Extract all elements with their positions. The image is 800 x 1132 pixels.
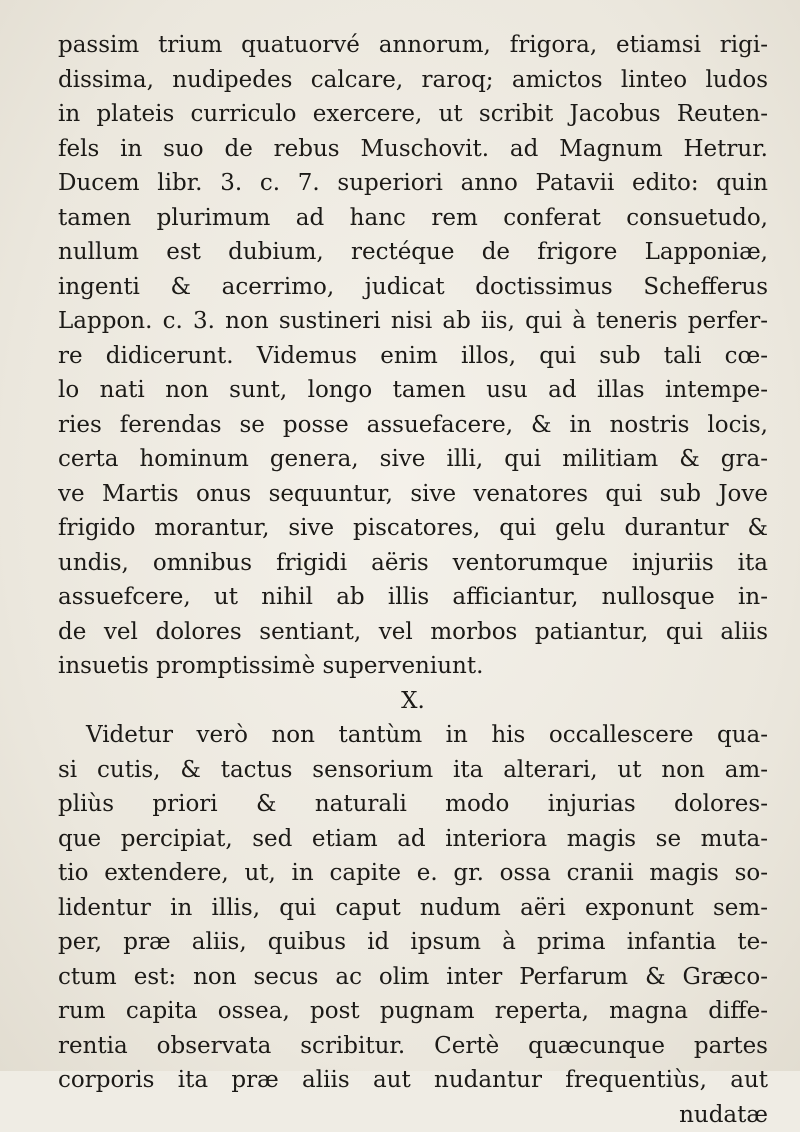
- text-line: rum capita ossea, post pugnam reperta, magna diffe-: [58, 994, 768, 1029]
- text-line: insuetis promptissimè superveniunt.: [58, 649, 768, 684]
- text-line: lidentur in illis, qui caput nudum aëri exponunt sem-: [58, 891, 768, 926]
- section-number: X.: [58, 684, 768, 719]
- text-line: corporis ita præ aliis aut nudantur frequentiùs, aut: [58, 1063, 768, 1098]
- text-line: Ducem libr. 3. c. 7. superiori anno Patavii edito: quin: [58, 166, 768, 201]
- text-line: ries ferendas se posse assuefacere, & in nostris locis,: [58, 408, 768, 443]
- text-line: nullum est dubium, rectéque de frigore Lapponiæ,: [58, 235, 768, 270]
- text-line: fels in suo de rebus Muschovit. ad Magnum Hetrur.: [58, 132, 768, 167]
- text-line: tio extendere, ut, in capite e. gr. ossa cranii magis so-: [58, 856, 768, 891]
- text-line: que percipiat, sed etiam ad interiora magis se muta-: [58, 822, 768, 857]
- text-line: de vel dolores sentiant, vel morbos patiantur, qui aliis: [58, 615, 768, 650]
- page-text: [58, 28, 768, 1132]
- text-line: ve Martis onus sequuntur, sive venatores qui sub Jove: [58, 477, 768, 512]
- text-line: ingenti & acerrimo, judicat doctissimus Schefferus: [58, 270, 768, 305]
- text-line: in plateis curriculo exercere, ut scribit Jacobus Reuten-: [58, 97, 768, 132]
- text-line: pliùs priori & naturali modo injurias dolores-: [58, 787, 768, 822]
- text-line: rentia observata scribitur. Certè quæcunque partes: [58, 1029, 768, 1064]
- text-line: Lappon. c. 3. non sustineri nisi ab iis, qui à teneris perfer-: [58, 304, 768, 339]
- text-line: Videtur verò non tantùm in his occallescere qua-: [58, 718, 768, 753]
- catchword: nudatæ: [58, 1098, 768, 1132]
- text-line: dissima, nudipedes calcare, raroq; amictos linteo ludos: [58, 63, 768, 98]
- text-line: undis, omnibus frigidi aëris ventorumque injuriis ita: [58, 546, 768, 581]
- text-line: lo nati non sunt, longo tamen usu ad illas intempe-: [58, 373, 768, 408]
- text-line: tamen plurimum ad hanc rem conferat consuetudo,: [58, 201, 768, 236]
- text-line: ctum est: non secus ac olim inter Perfarum & Græco-: [58, 960, 768, 995]
- text-line: assuefcere, ut nihil ab illis afficiantur, nullosque in-: [58, 580, 768, 615]
- text-line: certa hominum genera, sive illi, qui militiam & gra-: [58, 442, 768, 477]
- text-line: si cutis, & tactus sensorium ita alterari, ut non am-: [58, 753, 768, 788]
- text-line: frigido morantur, sive piscatores, qui gelu durantur &: [58, 511, 768, 546]
- text-line: re didicerunt. Videmus enim illos, qui sub tali cœ-: [58, 339, 768, 374]
- text-line: passim trium quatuorvé annorum, frigora, etiamsi rigi-: [58, 28, 768, 63]
- text-line: per, præ aliis, quibus id ipsum à prima infantia te-: [58, 925, 768, 960]
